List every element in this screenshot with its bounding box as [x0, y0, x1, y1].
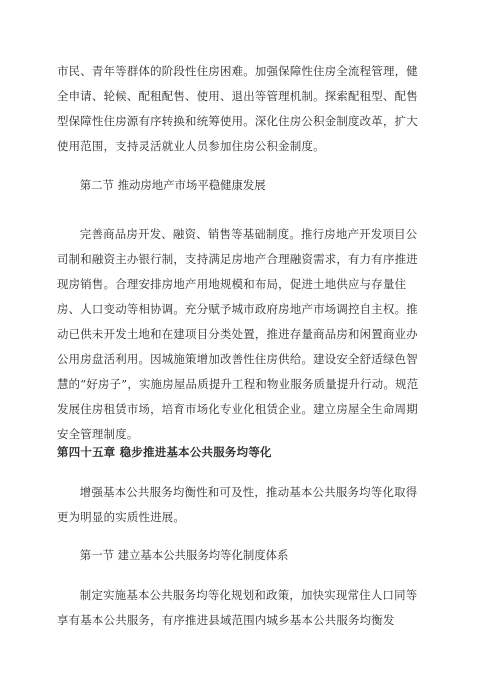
- section-2-heading: 第二节 推动房地产市场平稳健康发展: [79, 178, 266, 192]
- paragraph-housing-security: 市民、青年等群体的阶段性住房困难。加强保障性住房全流程管理，健全申请、轮候、配租配售、使用、退出等管理机制。探索配租型、配售型保障性住房源有序转换和统筹使用。深化住房公积金制度改革，扩大使用范围，支持灵活就业人员参加住房公积金制度。: [57, 64, 418, 153]
- paragraph-equalization-system: 制定实施基本公共服务均等化规划和政策，加快实现常住人口同等享有基本公共服务，有序推进县域范围内城乡基本公共服务均衡发: [57, 588, 418, 627]
- paragraph-real-estate-market: 完善商品房开发、融资、销售等基础制度。推行房地产开发项目公司制和融资主办银行制，支持满足房地产合理融资需求，有力有序推进现房销售。合理安排房地产用地规模和布局，促进土地供应与存量住房、人口变动等相协调。充分赋予城市政府房地产市场调控自主权。推动已供未开发土地和在建项目分类处置，推进存量商品房和闲置商业办公用房盘活利用。因城施策增加改善性住房供给。建设安全舒适绿色智慧的“好房子”，实施房屋品质提升工程和物业服务质量提升行动。规范发展住房租赁市场，培育市场化专业化租赁企业。建立房屋全生命周期安全管理制度。: [57, 227, 419, 441]
- paragraph-public-services: 增强基本公共服务均衡性和可及性，推动基本公共服务均等化取得更为明显的实质性进展。: [57, 485, 418, 524]
- section-1-heading: 第一节 建立基本公共服务均等化制度体系: [79, 548, 289, 562]
- chapter-45-heading: 第四十五章 稳步推进基本公共服务均等化: [57, 445, 272, 459]
